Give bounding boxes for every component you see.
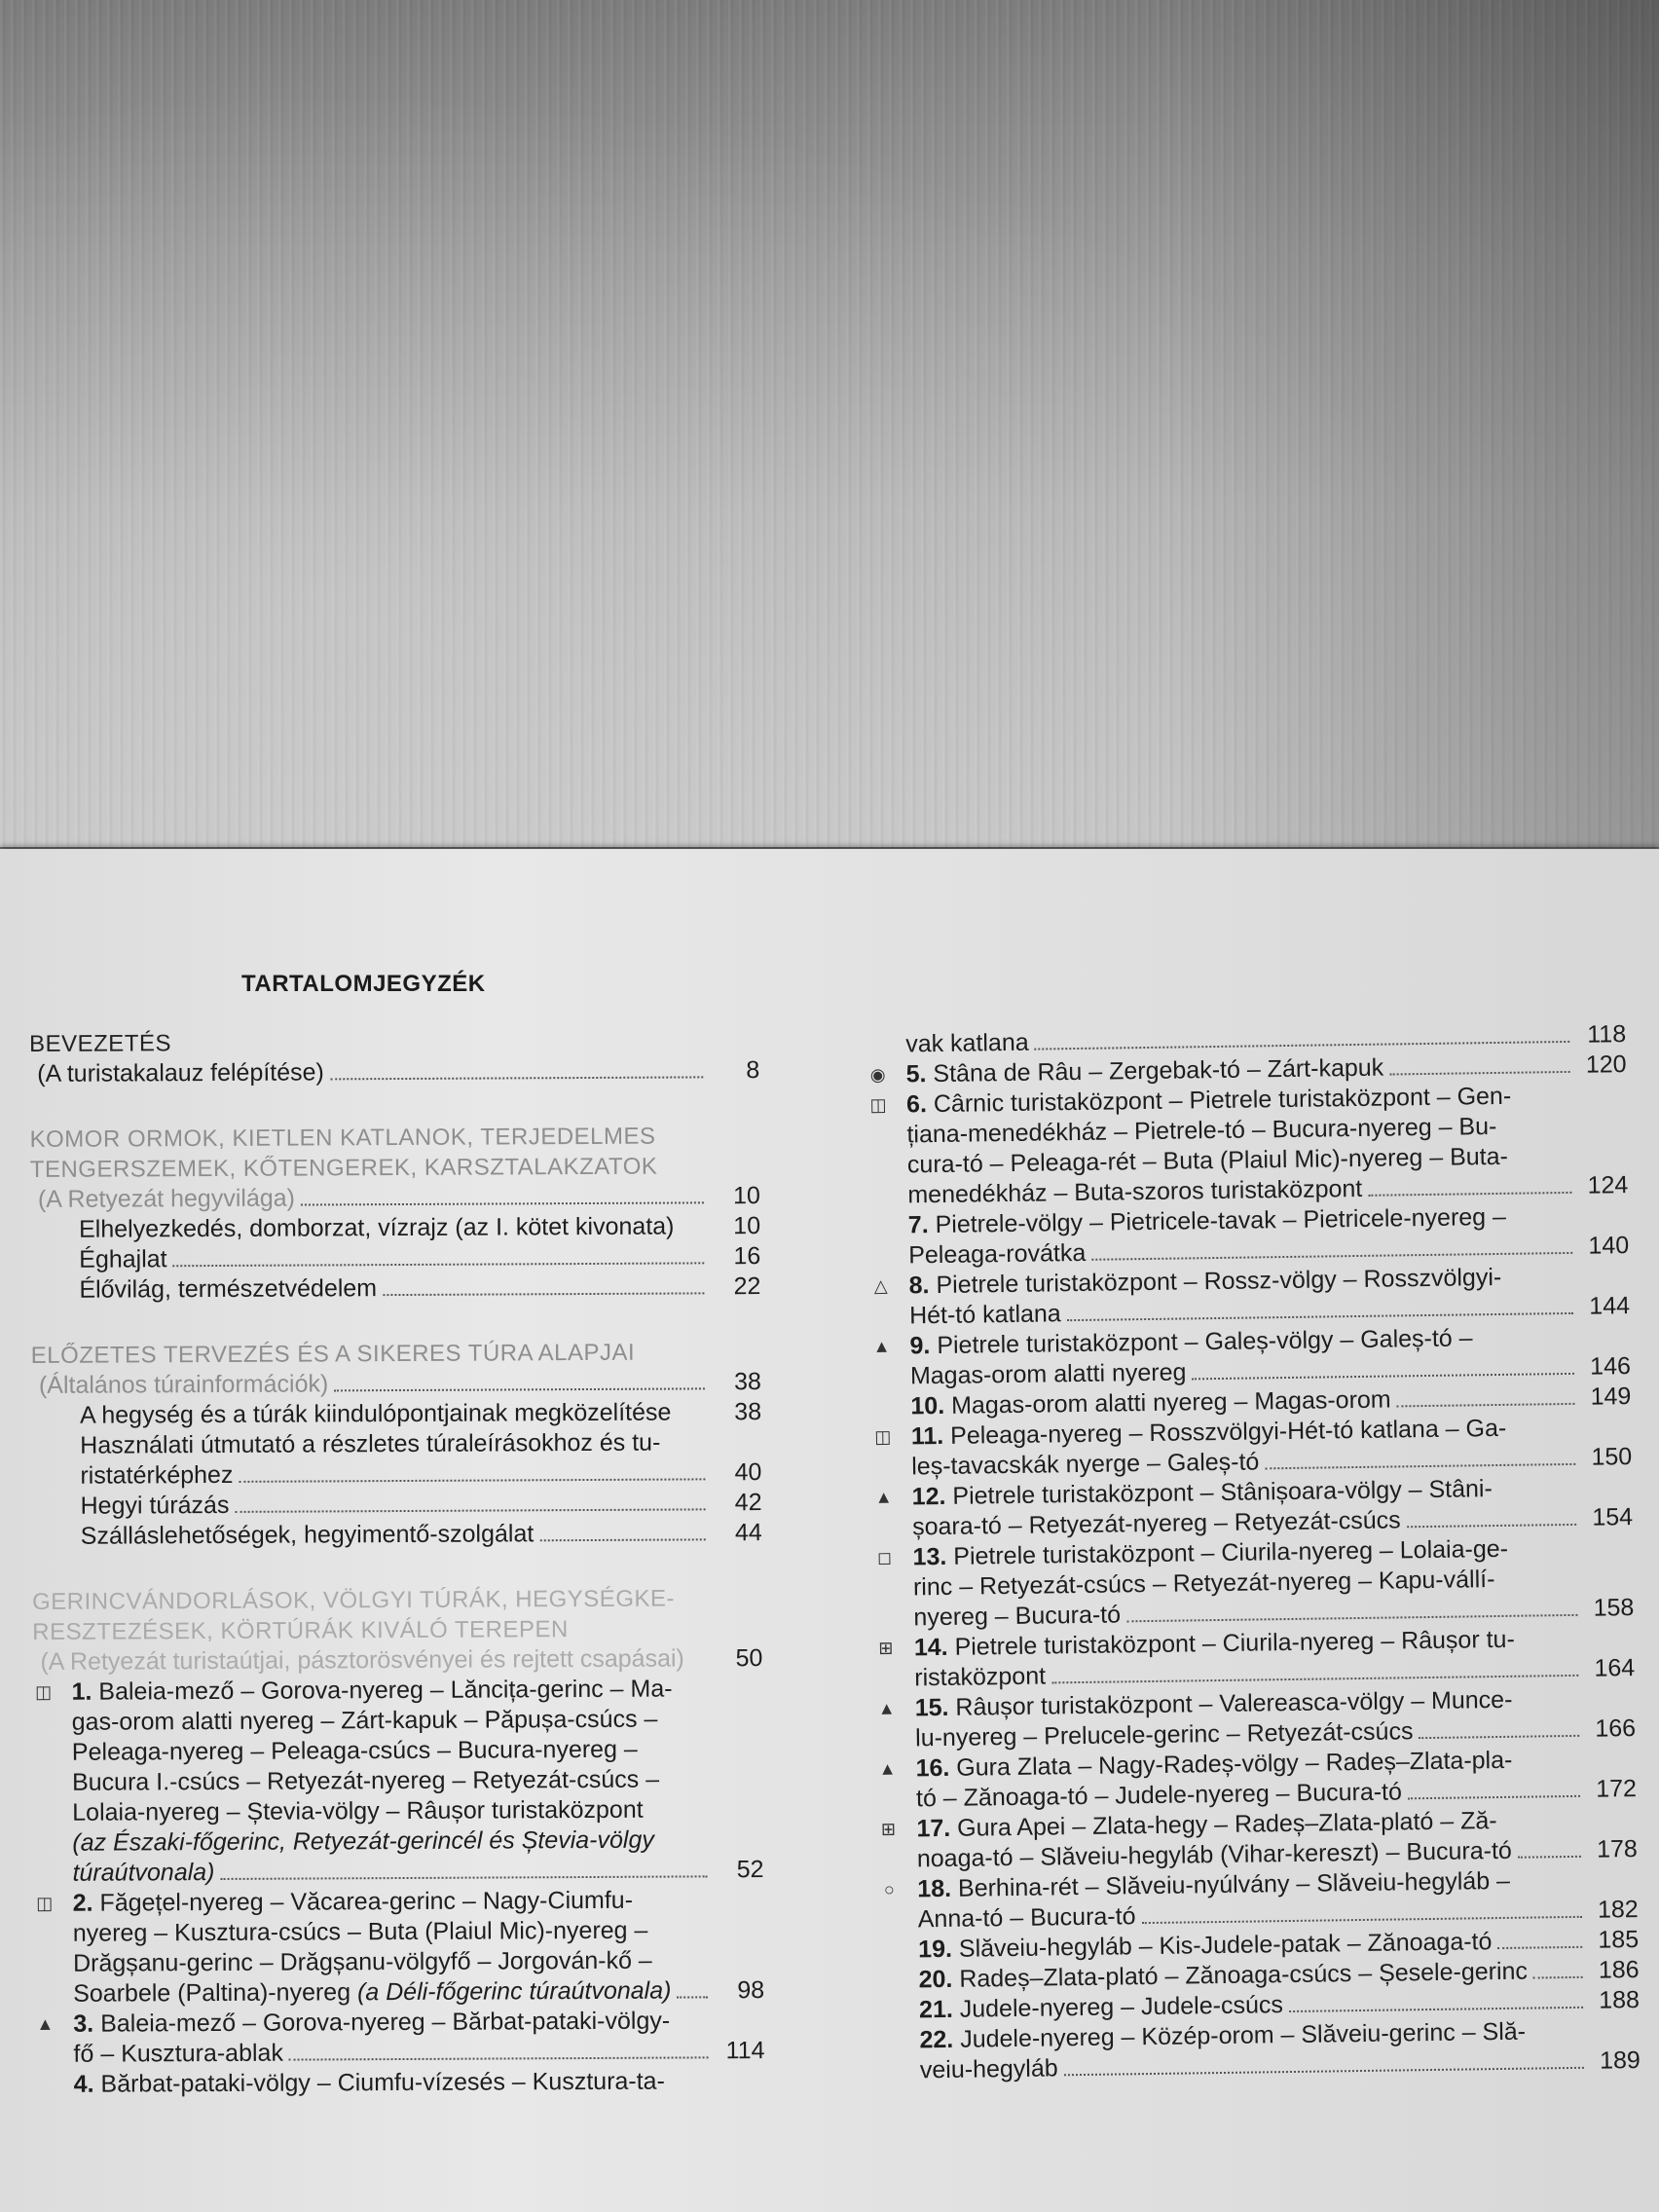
page-number: 124 (1587, 1171, 1629, 1199)
route-text: Bărbat-pataki-völgy – Ciumfu-vízesés – Kusztura-ta- (100, 2067, 665, 2098)
route-text-italic: (a Déli-főgerinc túraútvonala) (356, 1976, 672, 2007)
route-number: 4. (73, 2070, 94, 2098)
dot-leader (1142, 1916, 1582, 1924)
split-square-icon: ◫ (36, 1893, 54, 1913)
route-text: Cârnic turistaközpont – Pietrele turistaközpont – Gen- (933, 1082, 1512, 1119)
route-list-left (32, 1674, 764, 2100)
route-icon (880, 2030, 902, 2051)
route-text: rinc – Retyezát-csúcs – Retyezát-nyereg – Kapu-vállí- (912, 1566, 1495, 1602)
route-text-last: menedékház – Buta-szoros turistaközpont (907, 1174, 1363, 1209)
dot-leader (1407, 1524, 1576, 1528)
page-number: 164 (1594, 1654, 1636, 1682)
toc-row-elozetes-sub[interactable] (31, 1367, 761, 1401)
toc-row-route-last (72, 1855, 763, 1889)
route-text-last: Judele-nyereg – Judele-csúcs (959, 1991, 1284, 2023)
route-text: Peleaga-nyereg – Rosszvölgyi-Hét-tó katlana – Ga- (949, 1414, 1507, 1450)
toc-route-entry[interactable] (872, 1412, 1633, 1483)
route-text-last: leș-tavacskák nyerge – Galeș-tó (911, 1448, 1260, 1481)
route-number: 15. (914, 1693, 949, 1722)
route-text-last: șoara-tó – Retyezát-nyereg – Retyezát-csúcs (911, 1506, 1401, 1541)
dot-leader (1497, 1946, 1582, 1949)
grid-square-icon: ⊞ (880, 1819, 897, 1839)
route-text-last: Radeș–Zlata-plató – Zănoaga-csúcs – Șesele-gerinc (959, 1957, 1529, 1993)
toc-row-elozetes-item-1[interactable] (31, 1397, 761, 1431)
route-number: 14. (913, 1633, 948, 1662)
page-number: 120 (1585, 1051, 1627, 1079)
route-text-last: Magas-orom alatti nyereg – Magas-orom (950, 1385, 1391, 1419)
toc-route-entry[interactable] (869, 1261, 1630, 1332)
toc-route-entry[interactable] (35, 2066, 765, 2100)
dot-leader (239, 1478, 705, 1483)
route-number: 10. (910, 1391, 945, 1420)
dot-leader (221, 1875, 708, 1880)
dot-leader (1518, 1856, 1581, 1859)
route-list-right (866, 1019, 1641, 2086)
toc-row-text: ristatérképhez (80, 1460, 234, 1490)
route-number: 3. (73, 2009, 94, 2038)
route-text: Baleia-mező – Gorova-nyereg – Bărbat-pataki-völgy- (100, 2007, 671, 2038)
dot-leader (1408, 1795, 1580, 1799)
route-text-line (72, 1734, 763, 1768)
toc-row-text: Hegyi túrázás (80, 1491, 230, 1520)
toc-row-text: Szálláslehetőségek, hegyimentő-szolgálat (80, 1520, 535, 1550)
toc-title: TARTALOMJEGYZÉK (241, 971, 486, 997)
page-number: 154 (1592, 1503, 1634, 1531)
section-heading-gerinc-line1: GERINCVÁNDORLÁSOK, VÖLGYI TÚRÁK, HEGYSÉGKE- (32, 1585, 676, 1615)
section-heading-komor-line1: KOMOR ORMOK, KIETLEN KATLANOK, TERJEDELMES (29, 1123, 656, 1153)
route-text-last: tó – Zănoaga-tó – Judele-nyereg – Bucura-tó (915, 1778, 1403, 1813)
route-icon (879, 1970, 901, 1991)
route-number: 19. (917, 1935, 953, 1964)
route-text: Făgețel-nyereg – Văcarea-gerinc – Nagy-Ciumfu- (99, 1886, 634, 1917)
route-text-last: Stâna de Râu – Zergebak-tó – Zárt-kapuk (933, 1053, 1384, 1088)
dot-leader (1192, 1373, 1574, 1380)
toc-row-komor-item-1[interactable] (30, 1211, 760, 1245)
page-number: 40 (734, 1458, 762, 1487)
route-text: Pietrele turistaközpont – Ciurila-nyereg – Lolaia-ge- (953, 1534, 1509, 1570)
route-text: nyereg – Kusztura-csúcs – Buta (Plaiul Mic)-nyereg – (72, 1916, 648, 1947)
route-icon (866, 1034, 888, 1055)
section-heading-komor-line2: TENGERSZEMEK, KŐTENGEREK, KARSZTALAKZATOK (29, 1153, 658, 1183)
route-text: Drăgșanu-gerinc – Drăgșanu-völgyfő – Jorgován-kő – (72, 1946, 652, 1977)
route-text: țiana-menedékház – Pietrele-tó – Bucura-nyereg – Bu- (906, 1112, 1497, 1149)
route-text-last: Peleaga-rovátka (908, 1238, 1087, 1270)
toc-row-text: Elhelyezkedés, domborzat, vízrajz (az I. kötet kivonata) (79, 1212, 675, 1243)
page-number: 172 (1596, 1775, 1638, 1803)
dot-leader (1397, 1403, 1575, 1408)
route-text (910, 1357, 1187, 1391)
route-text-line (72, 1704, 763, 1738)
toc-row-bevezetes[interactable] (29, 1055, 759, 1089)
section-heading-bevezetes: BEVEZETÉS (29, 1030, 172, 1057)
page-number: 188 (1599, 1986, 1641, 2014)
route-text (909, 1299, 1061, 1331)
dot-leader (1126, 1614, 1577, 1622)
route-icon (879, 1939, 901, 1961)
dot-leader (383, 1292, 704, 1296)
route-text-last: nyereg – Bucura-tó (913, 1601, 1122, 1632)
route-number: 9. (909, 1332, 931, 1360)
toc-row-elozetes-item-2[interactable] (31, 1457, 761, 1492)
route-text-last: Anna-tó – Bucura-tó (917, 1902, 1136, 1934)
route-number: 21. (918, 1995, 954, 2024)
route-text-last: noaga-tó – Slăveiu-hegyláb (Vihar-kereszt) – Bucura-tó (916, 1836, 1513, 1873)
page-number: 44 (734, 1519, 762, 1547)
route-text (911, 1447, 1260, 1482)
dot-leader (289, 2056, 709, 2060)
dot-leader (1265, 1463, 1575, 1469)
page-number: 186 (1598, 1956, 1640, 1984)
triangle-filled-icon: ▲ (877, 1698, 896, 1718)
route-text (918, 1901, 1136, 1935)
page-number: 185 (1598, 1926, 1640, 1954)
page-number: 38 (734, 1368, 761, 1396)
toc-route-entry[interactable] (869, 1200, 1630, 1272)
toc-route-entry[interactable] (867, 1080, 1629, 1211)
toc-row-text: Élővilág, természetvédelem (79, 1274, 378, 1304)
target-circle-icon: ◉ (869, 1064, 886, 1085)
split-square-icon: ◫ (874, 1426, 892, 1447)
dot-leader (334, 1387, 705, 1391)
route-text-italic: túraútvonala) (72, 1859, 215, 1887)
route-text (920, 2053, 1058, 2085)
toc-route-entry[interactable] (872, 1472, 1633, 1543)
route-text: Judele-nyereg – Közép-orom – Slăveiu-gerinc – Slă- (960, 2017, 1527, 2053)
route-number: 11. (910, 1421, 944, 1451)
page-number: 52 (736, 1856, 764, 1884)
table-surface-shading (0, 0, 1659, 857)
route-text-line (73, 1885, 764, 1919)
page-number: 8 (746, 1056, 760, 1085)
route-text: gas-orom alatti nyereg – Zárt-kapuk – Păpușa-csúcs – (71, 1705, 658, 1736)
dot-leader (1419, 1735, 1580, 1739)
toc-left-column (29, 1025, 765, 2100)
toc-row-route-last (73, 1975, 764, 2009)
page-number: 42 (734, 1489, 762, 1517)
toc-route-entry[interactable] (880, 2015, 1641, 2086)
dot-leader (235, 1508, 705, 1513)
page-number: 158 (1593, 1594, 1635, 1622)
route-number: 8. (908, 1272, 930, 1300)
toc-route-entry[interactable] (876, 1744, 1637, 1815)
route-text-last: veiu-hegyláb (919, 2054, 1058, 2084)
dot-leader (1051, 1675, 1578, 1684)
route-number: 17. (916, 1814, 951, 1843)
dot-leader (1368, 1192, 1571, 1197)
toc-route-entry[interactable] (34, 1885, 765, 2009)
toc-row-komor-item-3[interactable] (30, 1272, 760, 1306)
page-number: 189 (1599, 2046, 1641, 2075)
route-text-line (74, 2066, 765, 2100)
toc-row-text: (A Retyezát hegyvilága) (37, 1184, 296, 1213)
route-text: Peleaga-nyereg – Peleaga-csúcs – Bucura-nyereg – (71, 1735, 638, 1766)
dot-leader (1064, 2067, 1584, 2076)
route-icon (880, 2000, 902, 2021)
route-text (73, 2039, 283, 2070)
dot-leader (539, 1538, 705, 1541)
route-text-line (73, 1945, 764, 1979)
page-number: 150 (1591, 1443, 1633, 1471)
route-text-line (73, 1915, 764, 1949)
toc-route-entry[interactable] (876, 1683, 1637, 1754)
triangle-outline-icon: △ (873, 1275, 888, 1296)
page-number: 22 (733, 1272, 761, 1301)
dot-leader (1067, 1312, 1573, 1321)
page-number: 16 (733, 1242, 761, 1271)
route-text-last: vak katlana (905, 1028, 1029, 1058)
route-text-last: fő – Kusztura-ablak (73, 2039, 283, 2068)
toc-route-entry[interactable] (32, 1674, 763, 1889)
route-text-line (72, 1764, 763, 1798)
grid-square-icon: ⊞ (878, 1638, 894, 1658)
route-text: Gura Zlata – Nagy-Radeș-völgy – Radeș–Zlata-pla- (956, 1746, 1513, 1782)
page-number: 50 (735, 1644, 763, 1673)
route-text-italic: (az Északi-főgerinc, Retyezát-gerincél és Ștevia-völgy (72, 1825, 654, 1857)
toc-row-elozetes-item-2-line1: Használati útmutató a részletes túraleírásokhoz és tu- (80, 1428, 661, 1459)
toc-route-entry[interactable] (875, 1623, 1636, 1694)
page-number: 118 (1587, 1020, 1627, 1049)
route-text (905, 1028, 1029, 1060)
page-number: 144 (1589, 1292, 1631, 1320)
toc-row-elozetes-item-3[interactable] (31, 1488, 761, 1522)
route-number: 13. (912, 1542, 947, 1571)
dot-leader (1289, 2007, 1583, 2012)
route-number: 18. (917, 1874, 952, 1903)
toc-route-entry[interactable] (873, 1532, 1634, 1634)
toc-route-entry[interactable] (877, 1804, 1638, 1875)
section-heading-elozetes: ELŐZETES TERVEZÉS ÉS A SIKERES TÚRA ALAPJAI (30, 1339, 636, 1369)
route-text: Lolaia-nyereg – Ștevia-völgy – Râușor turistaközpont (72, 1795, 644, 1826)
square-outline-icon: ◻ (876, 1547, 893, 1567)
page-number: 38 (734, 1398, 762, 1426)
toc-row-komor-sub[interactable] (30, 1181, 760, 1215)
route-text (913, 1600, 1121, 1633)
page-number: 10 (733, 1212, 761, 1240)
toc-route-entry[interactable] (34, 2006, 764, 2070)
route-number: 16. (915, 1753, 950, 1783)
toc-row-komor-item-2[interactable] (30, 1241, 760, 1275)
route-number: 2. (72, 1889, 93, 1917)
toc-row-gerinc-sub[interactable] (32, 1643, 762, 1677)
toc-row-text: (A Retyezát turistaútjai, pásztorösvényei és rejtett csapásai) (40, 1644, 684, 1676)
triangle-filled-icon: ▲ (878, 1758, 897, 1779)
split-square-icon: ◫ (34, 1681, 53, 1702)
route-text-last: Hét-tó katlana (908, 1300, 1061, 1330)
route-number: 22. (919, 2025, 954, 2054)
toc-row-text: (A turistakalauz felépítése) (37, 1058, 324, 1088)
route-text: Pietrele-völgy – Pietricele-tavak – Pietricele-nyereg – (935, 1202, 1507, 1239)
triangle-filled-icon: ▲ (36, 2013, 55, 2034)
route-text-line (72, 1794, 763, 1828)
page-number: 146 (1589, 1352, 1632, 1381)
route-text-last: ristaközpont (914, 1662, 1047, 1692)
dot-leader (301, 1201, 704, 1205)
toc-row-text: Éghajlat (79, 1245, 167, 1273)
toc-row-text: A hegység és a túrák kiindulópontjainak megközelítése (80, 1398, 672, 1429)
route-text: Pietrele turistaközpont – Stânișoara-völgy – Stâni- (952, 1475, 1493, 1510)
page-number: 140 (1588, 1232, 1630, 1260)
dot-leader (1533, 1976, 1583, 1979)
toc-row-elozetes-item-4[interactable] (32, 1518, 762, 1552)
dot-leader (330, 1076, 703, 1080)
page-number: 166 (1595, 1714, 1637, 1743)
route-number: 12. (911, 1482, 946, 1511)
route-number: 1. (71, 1677, 92, 1706)
route-number: 6. (905, 1090, 928, 1119)
route-icon (869, 1215, 891, 1236)
route-text-line (71, 1674, 762, 1708)
route-text: Bucura I.-csúcs – Retyezát-nyereg – Retyezát-csúcs – (71, 1765, 660, 1796)
route-text-last: lu-nyereg – Prelucele-gerinc – Retyezát-csúcs (914, 1717, 1414, 1752)
toc-route-entry[interactable] (878, 1864, 1639, 1936)
dot-leader (1091, 1252, 1572, 1261)
toc-route-entry[interactable] (870, 1321, 1631, 1392)
section-heading-gerinc-line2: RESZTEZÉSEK, KÖRTÚRÁK KIVÁLÓ TEREPEN (32, 1616, 569, 1645)
route-text (914, 1661, 1046, 1693)
page-number: 182 (1597, 1896, 1639, 1924)
page-number: 178 (1596, 1835, 1639, 1863)
route-number: 5. (905, 1060, 927, 1088)
dot-leader (1389, 1071, 1569, 1076)
route-text-last: Magas-orom alatti nyereg (909, 1358, 1187, 1390)
route-text: Pietrele turistaközpont – Galeș-völgy – Galeș-tó – (937, 1324, 1473, 1360)
route-text: Gura Apei – Zlata-hegy – Radeș–Zlata-plató – Ză- (956, 1807, 1497, 1842)
route-text: Baleia-mező – Gorova-nyereg – Lăncița-gerinc – Ma- (98, 1675, 673, 1706)
route-text: Pietrele turistaközpont – Ciurila-nyereg – Râușor tu- (954, 1625, 1515, 1661)
split-square-icon: ◫ (869, 1094, 887, 1115)
route-text (908, 1238, 1086, 1272)
triangle-filled-icon: ▲ (872, 1336, 891, 1356)
page-number: 98 (737, 1976, 765, 2005)
triangle-filled-icon: ▲ (874, 1487, 893, 1507)
dot-leader (677, 1996, 708, 1998)
toc-row-route-last (73, 2036, 764, 2070)
route-text: cura-tó – Peleaga-rét – Buta (Plaiul Mic)-nyereg – Buta- (906, 1142, 1509, 1179)
route-text-last: Soarbele (Paltina)-nyereg (73, 1978, 351, 2008)
route-text: Pietrele turistaközpont – Rossz-völgy – Rosszvölgyi- (936, 1263, 1502, 1300)
route-text-last: Slăveiu-hegyláb – Kis-Judele-patak – Zănoaga-tó (958, 1928, 1493, 1963)
toc-right-column (866, 1019, 1641, 2086)
page-number: 114 (725, 2037, 765, 2065)
page-number: 10 (733, 1182, 760, 1210)
route-number: 7. (907, 1211, 929, 1239)
page-number: 149 (1590, 1382, 1632, 1411)
toc-row-text: (Általános túrainformációk) (38, 1370, 329, 1399)
route-text-line (73, 2006, 764, 2040)
circle-outline-icon: ○ (883, 1879, 895, 1899)
route-icon (35, 2074, 56, 2095)
dot-leader (173, 1262, 705, 1267)
route-text: Berhina-rét – Slăveiu-nyúlvány – Slăveiu-hegyláb – (957, 1866, 1511, 1902)
route-text (73, 1976, 671, 2009)
route-number: 20. (918, 1965, 953, 1994)
route-text: Râușor turistaközpont – Valereasca-völgy – Munce- (955, 1685, 1513, 1721)
dot-leader (1035, 1041, 1570, 1051)
route-icon (871, 1396, 893, 1418)
